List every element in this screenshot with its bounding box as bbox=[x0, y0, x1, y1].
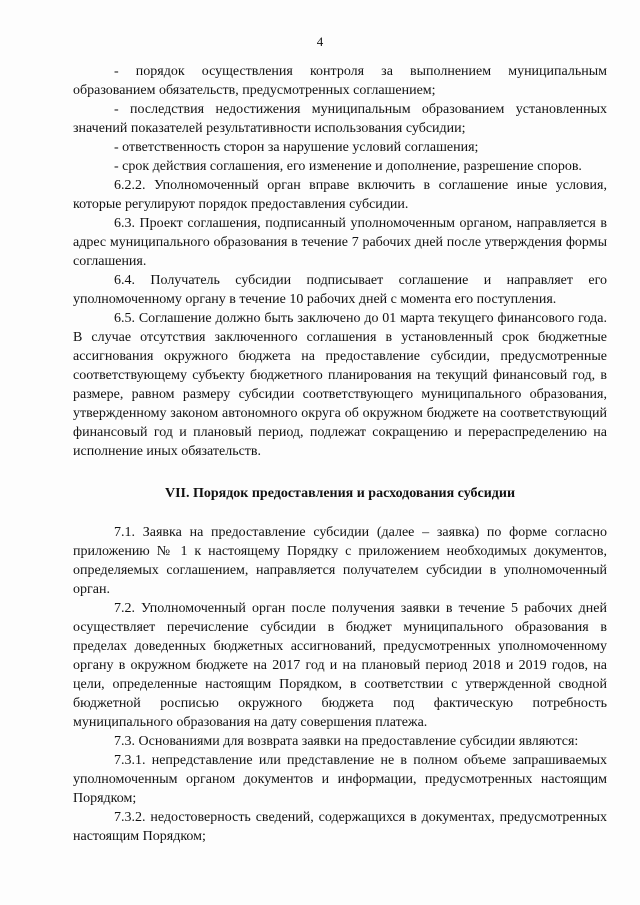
section-heading: VII. Порядок предоставления и расходования субсидии bbox=[164, 486, 516, 501]
paragraph-6-2-2: 6.2.2. Уполномоченный орган вправе включить в соглашение иные условия, которые регулируют порядок предоставления субсидии. bbox=[73, 178, 607, 212]
document-body bbox=[73, 62, 607, 846]
paragraph-control-procedure: - порядок осуществления контроля за выполнением муниципальным образованием обязательств, предусмотренных соглашением; bbox=[73, 64, 607, 98]
page-number: 4 bbox=[316, 34, 324, 49]
paragraph-7-3: 7.3. Основаниями для возврата заявки на предоставление субсидии являются: bbox=[114, 734, 579, 749]
paragraph-7-1: 7.1. Заявка на предоставление субсидии (далее – заявка) по форме согласно приложению № 1 к настоящему Порядку с приложением необходимых документов, определяемых соглашением, направляется получателем субсидии в уполномоченный орган. bbox=[73, 525, 607, 597]
paragraph-term: - срок действия соглашения, его изменение и дополнение, разрешение споров. bbox=[114, 159, 582, 174]
paragraph-7-2: 7.2. Уполномоченный орган после получения заявки в течение 5 рабочих дней осуществляет перечисление субсидии в бюджет муниципального образования в пределах доведенных бюджетных ассигнований, предусмотренных уполномоченному органу в окружном бюджете на 2017 год и на плановый период 2018 и 2019 годов, на цели, определенные настоящим Порядком, в соответствии с утвержденной сводной бюджетной росписью окружного бюджета под фактическую потребность муниципального образования на дату совершения платежа. bbox=[73, 601, 607, 730]
paragraph-6-3: 6.3. Проект соглашения, подписанный уполномоченным органом, направляется в адрес муниципального образования в течение 7 рабочих дней после утверждения формы соглашения. bbox=[73, 216, 607, 269]
paragraph-7-3-2: 7.3.2. недостоверность сведений, содержащихся в документах, предусмотренных настоящим Порядком; bbox=[73, 810, 607, 844]
paragraph-6-5: 6.5. Соглашение должно быть заключено до 01 марта текущего финансового года. В случае отсутствия заключенного соглашения в установленный срок бюджетные ассигнования окружного бюджета на предоставление субсидии, предусмотренные соответствующему субъекту бюджетного планирования на текущий финансовый год, в размере, равном размеру субсидии соответствующего муниципального образования, утвержденному законом автономного округа об окружном бюджете на соответствующий финансовый год и плановый период, подлежат сокращению и перераспределению на исполнение иных обязательств. bbox=[73, 311, 607, 459]
paragraph-7-3-1: 7.3.1. непредставление или представление не в полном объеме запрашиваемых уполномоченным органом документов и информации, предусмотренных настоящим Порядком; bbox=[73, 753, 607, 806]
paragraph-6-4: 6.4. Получатель субсидии подписывает соглашение и направляет его уполномоченному органу в течение 10 рабочих дней с момента его поступления. bbox=[73, 273, 607, 307]
paragraph-consequences: - последствия недостижения муниципальным образованием установленных значений показателей результативности использования субсидии; bbox=[73, 102, 607, 136]
paragraph-responsibility: - ответственность сторон за нарушение условий соглашения; bbox=[114, 140, 479, 155]
